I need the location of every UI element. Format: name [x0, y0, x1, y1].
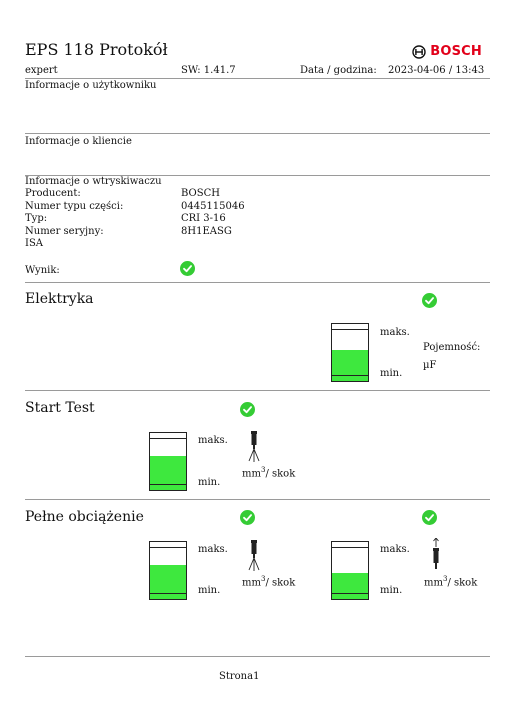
- check-circle-icon: [422, 293, 437, 308]
- gauge-min-line: [150, 593, 186, 594]
- unit-base: mm: [424, 577, 443, 589]
- full-load-heading: Pełne obciążenie: [25, 509, 144, 525]
- gauge-fill: [332, 350, 368, 381]
- user-name: expert: [25, 65, 58, 76]
- check-circle-icon: [240, 510, 255, 525]
- start-test-heading: Start Test: [25, 400, 95, 416]
- full-load-right-gauge: [331, 541, 369, 600]
- gauge-fill: [332, 573, 368, 599]
- bosch-logo-icon: [412, 45, 426, 59]
- gauge-max-line: [150, 438, 186, 439]
- type-value: CRI 3-16: [181, 213, 226, 224]
- gauge-max-line: [332, 547, 368, 548]
- full-load-right-unit: [424, 575, 477, 588]
- divider: [25, 133, 490, 134]
- serial-number-label: Numer seryjny:: [25, 226, 104, 237]
- serial-number-value: 8H1EASG: [181, 226, 232, 237]
- part-number-value: 0445115046: [181, 201, 245, 212]
- check-circle-icon: [180, 261, 195, 276]
- capacity-unit: µF: [423, 360, 437, 371]
- unit-exponent: 3: [442, 575, 448, 583]
- gauge-max-line: [332, 329, 368, 330]
- manufacturer-label: Producent:: [25, 188, 81, 199]
- unit-exponent: 3: [260, 466, 266, 474]
- divider: [25, 78, 490, 79]
- brand-logo: [412, 44, 482, 59]
- unit-rest: / skok: [265, 577, 296, 589]
- gauge-max-line: [150, 547, 186, 548]
- elektryka-gauge: [331, 323, 369, 382]
- unit-exponent: 3: [260, 575, 266, 583]
- check-circle-icon: [240, 402, 255, 417]
- page-number: Strona1: [219, 671, 260, 682]
- injector-return-icon: [429, 538, 443, 570]
- gauge-min-line: [332, 375, 368, 376]
- elektryka-heading: Elektryka: [25, 291, 94, 307]
- unit-rest: / skok: [265, 468, 296, 480]
- date-value: 2023-04-06 / 13:43: [388, 65, 485, 76]
- injector-info-heading: Informacje o wtryskiwaczu: [25, 176, 162, 187]
- elektryka-min-label: min.: [380, 368, 403, 379]
- start-test-min-label: min.: [198, 477, 221, 488]
- divider: [25, 499, 490, 500]
- full-load-left-unit: [242, 575, 295, 588]
- page-title: EPS 118 Protokół: [25, 40, 168, 59]
- unit-base: mm: [242, 468, 261, 480]
- unit-rest: / skok: [447, 577, 478, 589]
- full-load-left-min-label: min.: [198, 585, 221, 596]
- result-label: Wynik:: [25, 265, 60, 276]
- capacity-label: Pojemność:: [423, 342, 481, 353]
- footer-divider: [25, 656, 490, 657]
- gauge-min-line: [150, 484, 186, 485]
- elektryka-max-label: maks.: [380, 327, 410, 338]
- divider: [25, 282, 490, 283]
- divider: [25, 390, 490, 391]
- brand-name: BOSCH: [430, 44, 482, 59]
- injector-spray-icon: [247, 431, 261, 463]
- full-load-left-max-label: maks.: [198, 544, 228, 555]
- gauge-min-line: [332, 593, 368, 594]
- full-load-right-min-label: min.: [380, 585, 403, 596]
- start-test-gauge: [149, 432, 187, 491]
- full-load-left-gauge: [149, 541, 187, 600]
- date-label: Data / godzina:: [300, 65, 377, 76]
- client-info-heading: Informacje o kliencie: [25, 136, 132, 147]
- check-circle-icon: [422, 510, 437, 525]
- software-version: SW: 1.41.7: [181, 65, 236, 76]
- isa-label: ISA: [25, 238, 44, 249]
- user-info-heading: Informacje o użytkowniku: [25, 80, 157, 91]
- start-test-max-label: maks.: [198, 435, 228, 446]
- manufacturer-value: BOSCH: [181, 188, 220, 199]
- part-number-label: Numer typu części:: [25, 201, 124, 212]
- start-test-unit: [242, 466, 295, 479]
- injector-spray-icon: [247, 540, 261, 572]
- type-label: Typ:: [25, 213, 48, 224]
- unit-base: mm: [242, 577, 261, 589]
- full-load-right-max-label: maks.: [380, 544, 410, 555]
